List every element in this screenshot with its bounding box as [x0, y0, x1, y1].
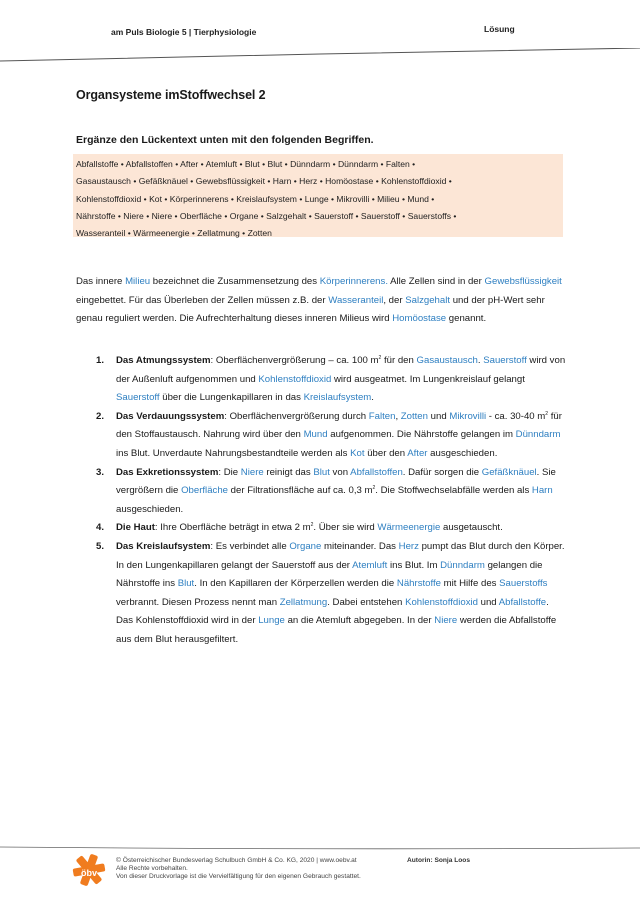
author-credit: Autorin: Sonja Loos	[407, 857, 471, 864]
text-segment: Das innere	[76, 276, 126, 287]
answer-term: Wasseranteil	[328, 294, 384, 306]
answer-term: Oberfläche	[181, 485, 228, 497]
answer-term: Mund	[303, 429, 328, 441]
text-segment: . In den Kapillaren der Körperzellen werden die	[194, 578, 397, 590]
copyright-text: © Österreichischer Bundesverlag Schulbuch GmbH & Co. KG, 2020 | www.oebv.at	[116, 857, 357, 864]
organ-system-list	[76, 352, 566, 650]
text-segment: . Sie vergrößern die	[116, 466, 556, 497]
answer-term: Abfallstoffe	[498, 596, 547, 608]
rights-text: Alle Rechte vorbehalten.	[116, 865, 188, 872]
text-segment: miteinander. Das	[321, 540, 399, 552]
text-segment: . Das Kohlenstoffdioxid wird in der	[116, 596, 549, 627]
text-segment: und	[427, 410, 450, 422]
text-segment: - ca. 30-40 m	[486, 410, 546, 422]
answer-term: Gewebsflüssigkeit	[484, 276, 562, 287]
answer-term: Blut	[177, 578, 195, 590]
answer-term: Wärmeenergie	[377, 522, 441, 534]
text-segment: ins Blut. Im	[387, 559, 441, 571]
footer-legal	[116, 857, 361, 881]
answer-term: Gasaustausch	[416, 355, 478, 366]
item-label: Das Atmungssystem	[116, 355, 211, 366]
answer-term: Dünndarm	[515, 429, 561, 441]
answer-term: Körperinnerens.	[319, 276, 388, 287]
text-segment: werden die Abfallstoffe aus dem Blut herausgefiltert.	[116, 615, 557, 645]
superscript: 2	[372, 484, 376, 491]
answer-term: Milieu	[125, 276, 151, 287]
text-segment: von	[329, 466, 351, 478]
word-bank-line: Abfallstoffe • Abfallstoffen • After • Atemluft • Blut • Blut • Dünndarm • Dünndarm • Falten •	[76, 159, 416, 169]
text-segment: ,	[395, 410, 401, 422]
text-segment: ausgeschieden.	[116, 503, 184, 515]
answer-term: Organe	[289, 540, 322, 552]
text-segment: ausgetauscht.	[440, 522, 503, 534]
answer-term: Nährstoffe	[396, 578, 441, 590]
text-segment: . Dafür sorgen die	[402, 466, 482, 478]
text-segment: über den	[364, 447, 408, 459]
text-segment: : Oberflächenvergrößerung durch	[224, 410, 369, 422]
answer-term: Niere	[434, 615, 458, 627]
text-segment: genannt.	[446, 313, 487, 325]
item-number: 5.	[96, 540, 105, 552]
text-segment: reinigt das	[263, 466, 314, 478]
text-segment: : Oberflächenvergrößerung – ca. 100 m	[210, 355, 379, 366]
text-segment: mit Hilfe des	[441, 578, 500, 590]
oebv-logo	[71, 852, 107, 888]
answer-term: Gefäßknäuel	[481, 466, 537, 478]
item-label: Das Exkretionssystem	[116, 466, 219, 478]
text-segment: wird von der Außenluft aufgenommen und	[116, 355, 566, 385]
text-segment: und der pH-Wert sehr genau reguliert werden. Die Aufrechterhaltung dieses inneren Milieus wird	[76, 294, 545, 325]
answer-term: Kohlenstoffdioxid	[258, 373, 332, 385]
answer-term: Dünndarm	[440, 559, 485, 571]
answer-term: Kreislaufsystem	[303, 392, 372, 404]
answer-term: Salzgehalt	[405, 294, 451, 306]
organ-system-item	[76, 538, 566, 650]
text-segment: wird ausgeatmet. Im Lungenkreislauf gelangt	[331, 373, 525, 385]
answer-term: Sauerstoff	[116, 392, 160, 404]
answer-term: Sauerstoffs	[499, 578, 548, 590]
answer-term: Atemluft	[352, 559, 388, 571]
word-bank-line: Kohlenstoffdioxid • Kot • Körperinnerens • Kreislaufsystem • Lunge • Mikrovilli • Milieu • Mund •	[76, 193, 435, 204]
word-bank-line: Gasaustausch • Gefäßknäuel • Gewebsflüssigkeit • Harn • Herz • Homöostase • Kohlenstoffdioxid •	[76, 176, 452, 187]
answer-term: Lunge	[258, 615, 285, 627]
usage-text: Von dieser Druckvorlage ist die Vervielfältigung für den eigenen Gebrauch gestattet.	[116, 873, 361, 880]
text-segment: Alle Zellen sind in der	[387, 276, 485, 287]
answer-term: Blut	[313, 466, 330, 478]
text-segment: eingebettet. Für das Überleben der Zellen müssen z.B. der	[76, 294, 329, 306]
word-bank-line: Wasseranteil • Wärmeenergie • Zellatmung • Zotten	[76, 228, 272, 239]
answer-term: Abfallstoffen	[350, 466, 403, 478]
text-segment: : Ihre Oberfläche beträgt in etwa 2 m	[154, 522, 311, 534]
answer-term: Falten	[368, 410, 396, 422]
answer-term: Zotten	[400, 410, 428, 422]
item-label: Das Kreislaufsystem	[116, 540, 211, 552]
text-segment: für den Stoffaustausch. Nahrung wird über den	[116, 410, 562, 441]
superscript: 2	[545, 410, 549, 417]
word-bank	[73, 154, 563, 237]
answer-term: Kohlenstoffdioxid	[405, 596, 478, 608]
text-segment: .	[371, 392, 374, 404]
text-segment: . Die Stoffwechselabfälle werden als	[375, 485, 532, 497]
text-segment: . Dabei entstehen	[327, 596, 406, 608]
page-title: Organsysteme imStoffwechsel 2	[76, 88, 266, 102]
organ-system-item	[76, 519, 566, 538]
text-segment: für den	[381, 355, 417, 366]
answer-term: Mikrovilli	[449, 410, 487, 422]
organ-system-item	[76, 352, 566, 408]
organ-system-item	[76, 408, 566, 464]
item-label: Die Haut	[116, 522, 155, 534]
answer-term: Zellatmung	[279, 596, 328, 608]
logo-text: öbv	[80, 868, 98, 878]
intro-paragraph	[76, 273, 566, 329]
superscript: 2	[310, 522, 314, 529]
text-segment: aufgenommen. Die Nährstoffe gelangen im	[327, 429, 516, 441]
answer-term: Harn	[531, 485, 553, 497]
header-book-title: am Puls Biologie 5 | Tierphysiologie	[111, 27, 257, 37]
organ-system-item	[76, 464, 566, 520]
text-segment: ins Blut. Unverdaute Nahrungsbestandteile werden als	[116, 447, 351, 459]
answer-term: Kot	[350, 447, 365, 459]
text-segment: : Es verbindet alle	[210, 540, 290, 552]
item-label: Das Verdauungssystem	[116, 410, 225, 422]
item-number: 4.	[96, 522, 105, 534]
text-segment: gelangen die Nährstoffe ins	[116, 559, 543, 590]
item-number: 2.	[96, 410, 105, 422]
text-segment: an die Atemluft abgegeben. In der	[284, 615, 435, 627]
text-segment: .	[477, 355, 484, 366]
item-number: 3.	[96, 466, 105, 478]
answer-term: Sauerstoff	[483, 355, 527, 366]
superscript: 2	[378, 354, 382, 361]
text-segment: , der	[383, 294, 406, 306]
text-segment: der Filtrationsfläche auf ca. 0,3 m	[228, 485, 373, 497]
answer-term: Herz	[398, 540, 419, 552]
text-segment: ausgeschieden.	[427, 447, 498, 459]
word-bank-line: Nährstoffe • Niere • Niere • Oberfläche • Organe • Salzgehalt • Sauerstoff • Sauerstoff • Sauerstoffs •	[76, 210, 457, 221]
header-solution-label: Lösung	[484, 24, 515, 34]
instruction: Ergänze den Lückentext unten mit den folgenden Begriffen.	[76, 134, 374, 146]
item-number: 1.	[96, 355, 105, 366]
text-segment: pumpt das Blut durch den Körper. In den Lungenkapillaren gelangt der Sauerstoff aus der	[116, 540, 565, 571]
text-segment: verbrannt. Diesen Prozess nennt man	[116, 596, 280, 608]
text-segment: : Die	[218, 466, 241, 478]
answer-term: After	[407, 447, 428, 459]
text-segment: bezeichnet die Zusammensetzung des	[150, 276, 320, 287]
text-segment: über die Lungenkapillaren in das	[159, 392, 304, 404]
text-segment: und	[477, 596, 499, 608]
text-segment: . Über sie wird	[313, 522, 378, 534]
answer-term: Homöostase	[392, 313, 447, 325]
answer-term: Niere	[240, 466, 264, 478]
